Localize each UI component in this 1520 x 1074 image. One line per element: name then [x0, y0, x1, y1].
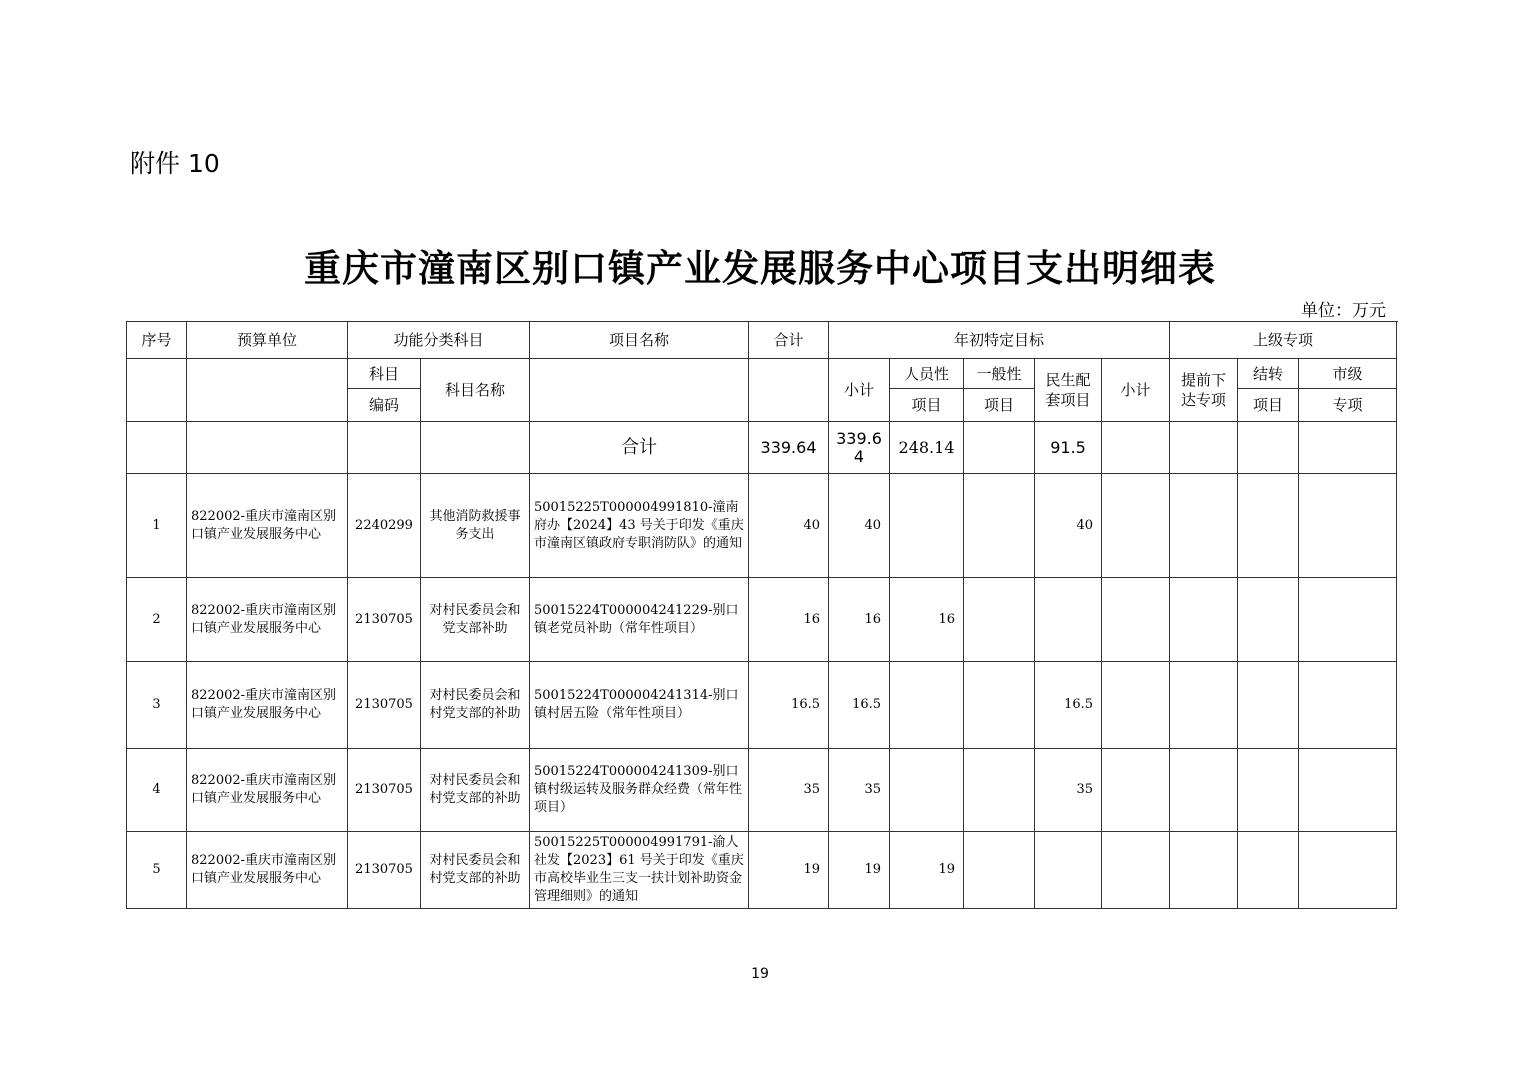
row-personnel — [890, 749, 964, 832]
row-livelihood: 35 — [1035, 749, 1102, 832]
header-subject-top: 科目 — [348, 359, 421, 389]
total-subtotal: 339.64 — [829, 422, 890, 474]
header-city-bottom: 专项 — [1299, 389, 1397, 422]
header-sup-subtotal: 小计 — [1102, 359, 1170, 422]
row-unit: 822002-重庆市潼南区别口镇产业发展服务中心 — [187, 474, 348, 578]
row-general — [964, 662, 1035, 749]
header-row-2 — [127, 359, 1397, 389]
row-subtotal: 19 — [829, 832, 890, 909]
header-annual-target: 年初特定目标 — [829, 322, 1170, 359]
table-row — [127, 474, 1397, 578]
row-subtotal: 35 — [829, 749, 890, 832]
unit-label: 单位：万元 — [1301, 301, 1386, 321]
row-total: 40 — [749, 474, 829, 578]
total-label: 合计 — [530, 422, 749, 474]
row-code: 2130705 — [348, 662, 421, 749]
header-carry-top: 结转 — [1238, 359, 1299, 389]
row-code: 2130705 — [348, 832, 421, 909]
expenditure-table — [126, 321, 1397, 909]
row-total: 19 — [749, 832, 829, 909]
header-general-top: 一般性 — [964, 359, 1035, 389]
table-row — [127, 749, 1397, 832]
header-subject-bottom: 编码 — [348, 389, 421, 422]
row-unit: 822002-重庆市潼南区别口镇产业发展服务中心 — [187, 662, 348, 749]
header-superior-special: 上级专项 — [1170, 322, 1397, 359]
row-subject: 对村民委员会和村党支部的补助 — [421, 832, 530, 909]
header-project-name: 项目名称 — [530, 322, 749, 359]
row-personnel: 19 — [890, 832, 964, 909]
header-func-class: 功能分类科目 — [348, 322, 530, 359]
row-general — [964, 578, 1035, 662]
row-total: 35 — [749, 749, 829, 832]
row-total: 16.5 — [749, 662, 829, 749]
row-general — [964, 832, 1035, 909]
row-subject: 其他消防救援事务支出 — [421, 474, 530, 578]
row-personnel — [890, 474, 964, 578]
row-seq: 2 — [127, 578, 187, 662]
row-project: 50015225T000004991810-潼南府办【2024】43 号关于印发《重庆市潼南区镇政府专职消防队》的通知 — [530, 474, 749, 578]
row-general — [964, 749, 1035, 832]
row-personnel: 16 — [890, 578, 964, 662]
row-general — [964, 474, 1035, 578]
header-advance: 提前下达专项 — [1170, 359, 1238, 422]
header-total: 合计 — [749, 322, 829, 359]
table-row — [127, 832, 1397, 909]
row-project: 50015224T000004241229-别口镇老党员补助（常年性项目） — [530, 578, 749, 662]
table-row — [127, 662, 1397, 749]
attachment-label: 附件 10 — [130, 149, 220, 178]
row-subtotal: 16 — [829, 578, 890, 662]
total-personnel: 248.14 — [890, 422, 964, 474]
header-row-1 — [127, 322, 1397, 359]
row-code: 2130705 — [348, 749, 421, 832]
row-personnel — [890, 662, 964, 749]
row-seq: 1 — [127, 474, 187, 578]
header-city-top: 市级 — [1299, 359, 1397, 389]
total-row — [127, 422, 1397, 474]
page-number: 19 — [751, 966, 769, 982]
table-row — [127, 578, 1397, 662]
row-code: 2130705 — [348, 578, 421, 662]
row-livelihood — [1035, 832, 1102, 909]
header-unit: 预算单位 — [187, 322, 348, 359]
row-subject: 对村民委员会和村党支部的补助 — [421, 749, 530, 832]
header-general-bottom: 项目 — [964, 389, 1035, 422]
header-subtotal: 小计 — [829, 359, 890, 422]
row-seq: 5 — [127, 832, 187, 909]
row-seq: 4 — [127, 749, 187, 832]
row-subtotal: 16.5 — [829, 662, 890, 749]
row-livelihood — [1035, 578, 1102, 662]
row-unit: 822002-重庆市潼南区别口镇产业发展服务中心 — [187, 832, 348, 909]
row-livelihood: 16.5 — [1035, 662, 1102, 749]
page-title: 重庆市潼南区别口镇产业发展服务中心项目支出明细表 — [304, 247, 1216, 290]
header-seq: 序号 — [127, 322, 187, 359]
row-project: 50015224T000004241314-别口镇村居五险（常年性项目） — [530, 662, 749, 749]
row-subtotal: 40 — [829, 474, 890, 578]
row-unit: 822002-重庆市潼南区别口镇产业发展服务中心 — [187, 578, 348, 662]
row-livelihood: 40 — [1035, 474, 1102, 578]
row-total: 16 — [749, 578, 829, 662]
row-code: 2240299 — [348, 474, 421, 578]
total-livelihood: 91.5 — [1035, 422, 1102, 474]
header-livelihood: 民生配套项目 — [1035, 359, 1102, 422]
header-carry-bottom: 项目 — [1238, 389, 1299, 422]
row-project: 50015224T000004241309-别口镇村级运转及服务群众经费（常年性项目） — [530, 749, 749, 832]
header-subject-name: 科目名称 — [421, 359, 530, 422]
row-seq: 3 — [127, 662, 187, 749]
row-subject: 对村民委员会和村党支部的补助 — [421, 662, 530, 749]
row-unit: 822002-重庆市潼南区别口镇产业发展服务中心 — [187, 749, 348, 832]
row-project: 50015225T000004991791-渝人社发【2023】61 号关于印发《重庆市高校毕业生三支一扶计划补助资金管理细则》的通知 — [530, 832, 749, 909]
header-personnel-bottom: 项目 — [890, 389, 964, 422]
row-subject: 对村民委员会和党支部补助 — [421, 578, 530, 662]
total-value: 339.64 — [749, 422, 829, 474]
header-personnel-top: 人员性 — [890, 359, 964, 389]
